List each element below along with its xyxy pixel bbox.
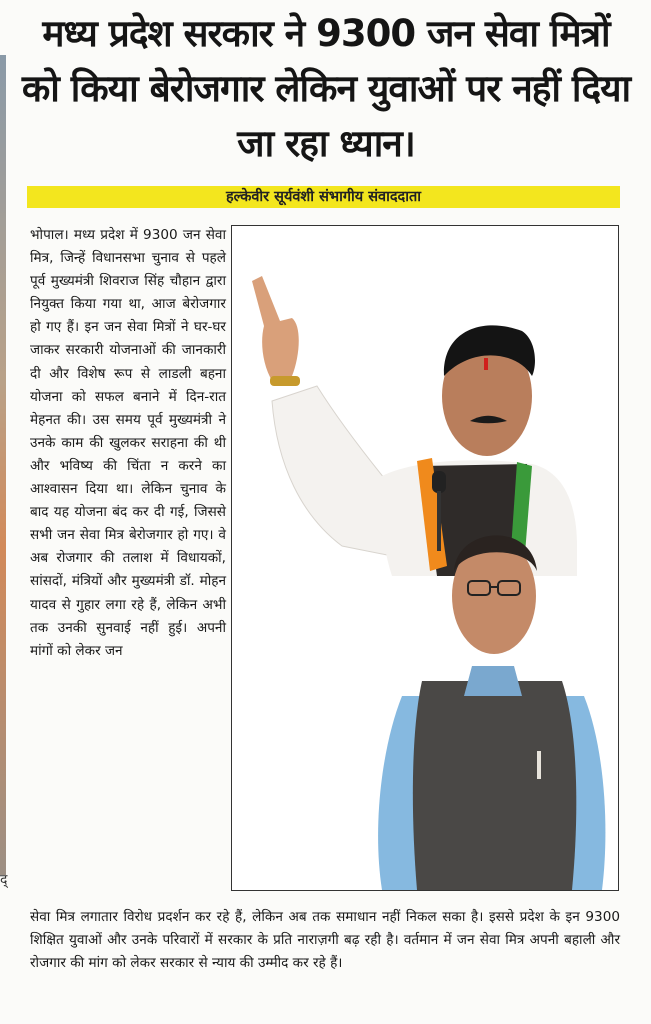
article-body-continuation: सेवा मित्र लगातार विरोध प्रदर्शन कर रहे हैं, लेकिन अब तक समाधान नहीं निकल सका है। इससे प्रदेश के इन 9300 शिक्षित युवाओं और उनके परिवारों में सरकार के प्रति नाराज़गी बढ़ रही है। वर्तमान में जन सेवा मित्र अपनी बहाली और रोजगार की मांग को लेकर सरकार से न्याय की उम्मीद कर रहे हैं।: [30, 909, 620, 972]
politician-pointing-photo: [252, 276, 577, 576]
headline: मध्य प्रदेश सरकार ने 9300 जन सेवा मित्रों को किया बेरोजगार लेकिन युवाओं पर नहीं दिया जा रहा ध्यान।: [21, 12, 631, 165]
adjacent-page-character: द्: [0, 872, 8, 888]
photo-illustration: [232, 226, 618, 890]
politician-portrait-photo: [378, 535, 605, 890]
photo-panel: [231, 225, 619, 891]
byline-bar: हल्केवीर सूर्यवंशी संभागीय संवाददाता: [27, 186, 620, 208]
article-body-column: भोपाल। मध्य प्रदेश में 9300 जन सेवा मित्र, जिन्हें विधानसभा चुनाव से पहले पूर्व मुख्यमंत्री शिवराज सिंह चौहान द्वारा नियुक्त किया गया था, आज बेरोजगार हो गए हैं। इन जन सेवा मित्रों ने घर-घर जाकर सरकारी योजनाओं की जानकारी दी और विशेष रूप से लाडली बहना योजना को सफल बनाने में दिन-रात मेहनत की। उस समय पूर्व मुख्यमंत्री ने उनके काम की खुलकर सराहना की थी और भविष्य की चिंता न करने का आश्वासन दिया था। लेकिन चुनाव के बाद यह योजना बंद कर दी गई, जिससे सभी जन सेवा मित्र बेरोजगार हो गए। वे अब रोजगार की तलाश में विधायकों, सांसदों, मंत्रियों और मुख्यमंत्री डॉ. मोहन यादव से गुहार लगा रहे हैं, लेकिन अभी तक उनकी सुनवाई नहीं हुई। अपनी मांगों को लेकर जन: [30, 227, 226, 659]
adjacent-page-edge: [0, 55, 6, 875]
